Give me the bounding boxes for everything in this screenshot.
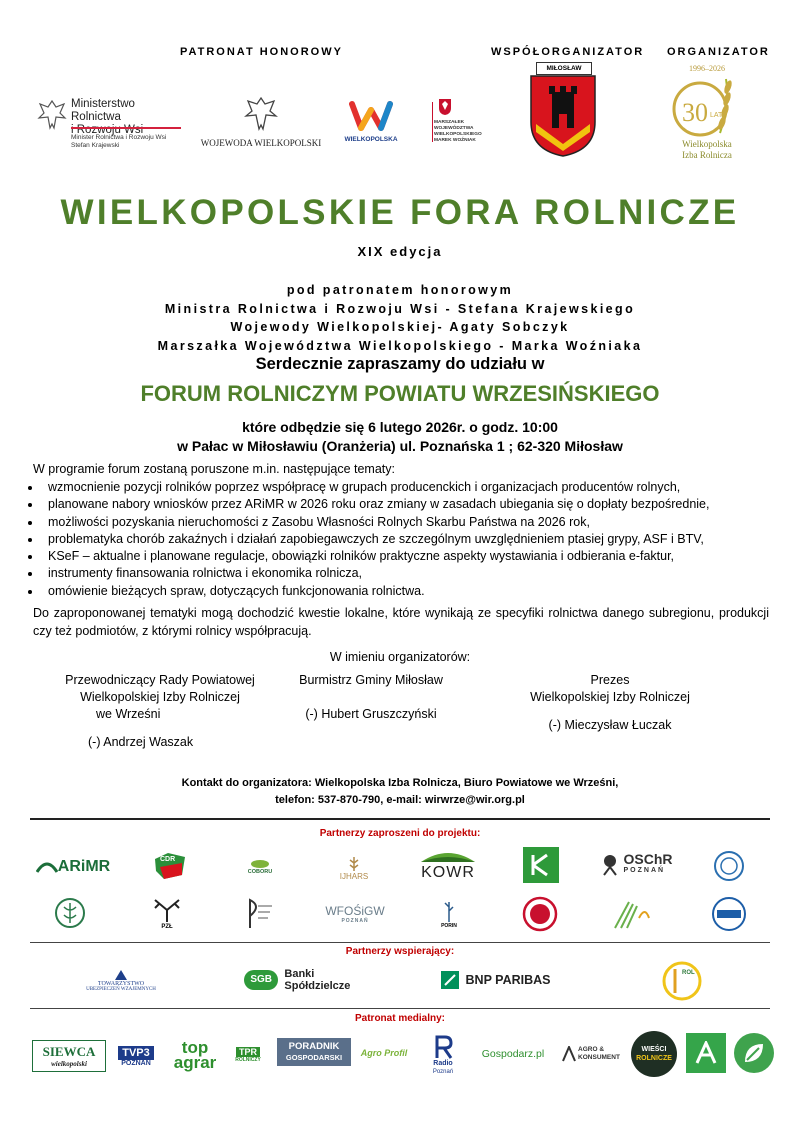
- marszalek-2: WOJEWÓDZTWA: [434, 126, 474, 131]
- signatures-intro: W imieniu organizatorów:: [329, 650, 471, 664]
- organizator-label: ORGANIZATOR: [667, 46, 770, 58]
- sgb-logo: [244, 966, 374, 994]
- oschr-logo: [596, 850, 676, 880]
- radio-icon: [433, 1035, 453, 1059]
- ministry-sub-2: Stefan Krajewski: [71, 142, 120, 149]
- wiesci-line2: ROLNICZE: [636, 1055, 672, 1062]
- ihar-logo: [521, 895, 559, 933]
- wojewoda-logo: [196, 96, 326, 156]
- a-icon: [694, 1041, 718, 1065]
- poradnik-line1: PORADNIK: [288, 1041, 340, 1052]
- wir-years: 1996–2026: [689, 64, 725, 73]
- marszalek-3: WIELKOPOLSKIEGO: [434, 132, 482, 137]
- agroprofil-logo: Agro Profil: [360, 1048, 408, 1058]
- wfosigw-label: WFOŚiGW: [325, 904, 385, 918]
- odr-icon: [711, 896, 747, 932]
- pzl-logo: [148, 895, 186, 933]
- divider: [30, 942, 770, 943]
- cdr-label: CDR: [160, 856, 176, 863]
- seal-icon: [713, 850, 745, 882]
- coboru-icon: [250, 859, 270, 869]
- vet-icon: [54, 897, 86, 929]
- vet-logo: [52, 895, 88, 931]
- invite-line: Serdecznie zapraszamy do udziału w: [255, 355, 545, 373]
- wspolorganizator-label: WSPÓŁORGANIZATOR: [491, 46, 645, 58]
- patronat-label: PATRONAT HONOROWY: [180, 46, 343, 58]
- ministry-name-2: i Rozwoju Wsi: [71, 124, 144, 136]
- bnp-icon: [440, 970, 460, 990]
- agro-icon: [562, 1046, 576, 1062]
- contact-block: [0, 775, 800, 809]
- miloslaw-label: MIŁOSŁAW: [536, 62, 592, 75]
- patronage-intro: pod patronatem honorowym: [286, 283, 514, 297]
- supporting-partners-label: Partnerzy wspierający:: [345, 946, 455, 957]
- sig1-line3: we Wrześni: [96, 707, 161, 721]
- edition: XIX edycja: [357, 244, 443, 259]
- crest-icon: [438, 98, 452, 116]
- miloslaw-coat-of-arms: [528, 62, 598, 158]
- sig2-name: (-) Hubert Gruszczyński: [305, 707, 437, 721]
- patron-minister: Ministra Rolnictwa i Rozwoju Wsi - Stefana Krajewskiego: [164, 301, 636, 316]
- antlers-icon: [149, 898, 185, 924]
- sig2-line1: Burmistrz Gminy Miłosław: [299, 673, 443, 687]
- topic-item: • KSeF – aktualne i planowane regulacje, obowiązki rolników praktyczne aspekty wystawiania i odbierania e-faktur,: [42, 548, 800, 565]
- tvp-sub: POZNAŃ: [121, 1059, 151, 1067]
- tuw-icon: [114, 969, 128, 981]
- tvp3-logo: [113, 1040, 159, 1072]
- wiesci-rolnicze-logo: [631, 1031, 677, 1077]
- topagrar-logo: [166, 1037, 224, 1073]
- patronage-block: [0, 281, 800, 355]
- agro-konsument-logo: [556, 1040, 626, 1068]
- wfosigw-sub: POZNAŃ: [341, 918, 369, 924]
- agro-kons-line2: KONSUMENT: [578, 1054, 620, 1061]
- event-details: [0, 418, 800, 456]
- wojewoda-name: WOJEWODA WIELKOPOLSKI: [200, 138, 322, 148]
- topic-item: • planowane nabory wniosków przez ARiMR w 2026 roku oraz zmiany w zasadach ubiegania się o dopłaty bezpośrednie,: [42, 496, 800, 513]
- piorin-logo: [712, 849, 746, 883]
- tpr-label: TPR: [236, 1047, 260, 1057]
- porin-label: PORIN: [441, 923, 457, 929]
- siewca-sub: wielkopolski: [51, 1060, 87, 1068]
- topic-item: • możliwości pozyskania nieruchomości z Zasobu Własności Rolnych Skarbu Państwa na 2026 rok,: [42, 514, 800, 531]
- sgb-name: Banki Spółdzielcze: [284, 968, 351, 992]
- plant-icon: [442, 899, 456, 923]
- contact-email: telefon: 537-870-790, e-mail: wirwrze@wir.org.pl: [275, 794, 525, 806]
- ministry-sub-1: Minister Rolnictwa i Rozwoju Wsi: [71, 134, 167, 141]
- forum-title: FORUM ROLNICZYM POWIATU WRZESIŃSKIEGO: [140, 381, 660, 406]
- wheat-icon: [344, 854, 364, 872]
- tree-icon: [240, 896, 276, 932]
- tpr-sub: ROLNICZY: [235, 1057, 261, 1063]
- pzl-label: PZŁ: [161, 924, 173, 930]
- divider: [30, 818, 770, 820]
- oschr-sub: POZNAŃ: [623, 867, 666, 874]
- event-date: które odbędzie się 6 lutego 2026r. o godz. 10:00: [242, 419, 558, 435]
- signature-president: [500, 672, 720, 734]
- wielkopolska-label: WIELKOPOLSKA: [344, 136, 398, 143]
- wir-name-1: Wielkopolska: [682, 139, 732, 149]
- bnp-logo: [434, 966, 556, 994]
- tpr-logo: [231, 1041, 265, 1069]
- patron-marszalek: Marszałka Województwa Wielkopolskiego - Marka Woźniaka: [157, 338, 643, 353]
- arimr-logo: [30, 852, 116, 882]
- ministry-logo: [37, 96, 187, 156]
- field-icon: [613, 898, 651, 930]
- tuw-line2: UBEZPIECZEŃ WZAJEMNYCH: [86, 986, 156, 992]
- siewca-label: SIEWCA: [42, 1044, 96, 1059]
- topic-list: [8, 479, 800, 600]
- wir-30: 30: [682, 98, 708, 127]
- oschr-label: OSChR: [623, 851, 673, 867]
- radio-line1: Radio: [433, 1060, 453, 1067]
- sig1-line1: Przewodniczący Rady Powiatowej: [65, 673, 255, 687]
- media-patrons-label: Patronat medialny:: [354, 1013, 446, 1024]
- bnp-label: BNP PARIBAS: [465, 973, 551, 987]
- signature-chairman: [50, 672, 270, 751]
- signature-mayor: [286, 672, 456, 723]
- event-place: w Pałac w Miłosławiu (Oranżeria) ul. Poznańska 1 ; 62-320 Miłosław: [177, 438, 623, 454]
- oschr-icon: [600, 853, 620, 877]
- kowr-logo: [418, 848, 478, 884]
- sig1-line2: Wielkopolskiej Izby Rolniczej: [80, 690, 240, 704]
- tuw-logo: [80, 963, 162, 997]
- wir-name-2: Izba Rolnicza: [682, 150, 732, 160]
- leaf-logo: [734, 1033, 774, 1073]
- agro-kons-line1: AGRO &: [578, 1046, 605, 1053]
- rol-logo: [660, 960, 704, 1002]
- coboru-label: COBORU: [247, 869, 273, 875]
- sig3-line2: Wielkopolskiej Izby Rolniczej: [530, 690, 690, 704]
- radio-poznan-logo: [428, 1032, 458, 1080]
- siewca-logo: [32, 1040, 106, 1072]
- arimr-label: ARiMR: [57, 858, 111, 875]
- invited-partners-label: Partnerzy zaproszeni do projektu:: [319, 828, 481, 839]
- field-logo: [612, 897, 652, 931]
- sgb-badge: SGB: [244, 970, 278, 990]
- topic-item: • omówienie bieżących spraw, dotyczących funkcjonowania rolnictwa.: [42, 583, 800, 600]
- gospodarz-logo: Gospodarz.pl: [481, 1048, 545, 1060]
- tuw-line1: TOWARZYSTWO: [97, 980, 145, 987]
- leaf-icon: [741, 1040, 767, 1066]
- patron-wojewoda: Wojewody Wielkopolskiej- Agaty Sobczyk: [230, 320, 570, 334]
- topic-item: • instrumenty finansowania rolnictwa i ekonomika rolnicza,: [42, 565, 800, 582]
- cdr-logo: [150, 850, 190, 882]
- topic-item: • problematyka chorób zakaźnych i działań zapobiegawczych ze szczególnym uwzględnieniem ptasiej grypy, ASF i BTV,: [42, 531, 800, 548]
- contact-line1: Kontakt do organizatora: Wielkopolska Izba Rolnicza, Biuro Powiatowe we Wrześni,: [181, 777, 619, 789]
- topagrar-line2: agrar: [173, 1053, 217, 1072]
- poradnik-line2: GOSPODARSKI: [285, 1053, 343, 1062]
- coboru-logo: [240, 853, 280, 881]
- marszalek-logo: [420, 98, 490, 152]
- kowr-icon: [420, 850, 476, 864]
- main-title: WIELKOPOLSKIE FORA ROLNICZE: [60, 193, 740, 232]
- tvp-label: TVP3: [118, 1046, 154, 1060]
- ijhars-logo: [334, 850, 374, 884]
- marszalek-4: MAREK WOŹNIAK: [434, 138, 476, 143]
- wfosigw-logo: [322, 900, 388, 928]
- poradnik-logo: [277, 1038, 351, 1066]
- marszalek-1: MARSZAŁEK: [434, 120, 465, 125]
- divider: [30, 1008, 770, 1009]
- program-intro: W programie forum zostaną poruszone m.in. następujące tematy:: [33, 462, 395, 476]
- forest-logo: [238, 895, 278, 933]
- eagle-icon: [37, 98, 67, 132]
- rol-label: ROL: [682, 970, 695, 976]
- eagle-icon: [244, 96, 278, 134]
- wir-lat: LAT: [710, 112, 723, 119]
- wielkopolska-logo: [343, 100, 399, 150]
- topagrar-line1: top: [181, 1038, 209, 1057]
- wiesci-line1: WIEŚCI: [641, 1046, 667, 1053]
- shield-icon: [528, 74, 598, 158]
- ministry-name-1: Ministerstwo Rolnictwa: [71, 98, 135, 123]
- a-logo: [686, 1033, 726, 1073]
- rol-icon: [661, 961, 703, 1001]
- porin-logo: [436, 897, 462, 931]
- sig1-name: (-) Andrzej Waszak: [88, 735, 194, 749]
- sig3-line1: Prezes: [590, 673, 630, 687]
- ijhars-label: IJHARS: [339, 871, 369, 881]
- arimr-icon: [36, 860, 58, 874]
- odr-logo: [710, 895, 748, 933]
- kowr-label: KOWR: [421, 864, 475, 881]
- krus-logo: [523, 847, 559, 883]
- w-logo-icon: [349, 100, 393, 132]
- radio-line2: Poznań: [432, 1069, 454, 1075]
- eagle-seal-icon: [522, 896, 558, 932]
- topic-item: • wzmocnienie pozycji rolników poprzez współpracę w grupach producenckich i organizacjach producentów rolnych,: [42, 479, 800, 496]
- krus-icon: [527, 851, 555, 879]
- program-note: Do zaproponowanej tematyki mogą dochodzić kwestie lokalne, które wynikają ze specyfiki rolnictwa danego subregionu, produkcji czy też podmiotów, z którymi rolnicy współpracują.: [33, 606, 769, 638]
- wir-30-logo: [664, 64, 750, 179]
- sig3-name: (-) Mieczysław Łuczak: [548, 718, 672, 732]
